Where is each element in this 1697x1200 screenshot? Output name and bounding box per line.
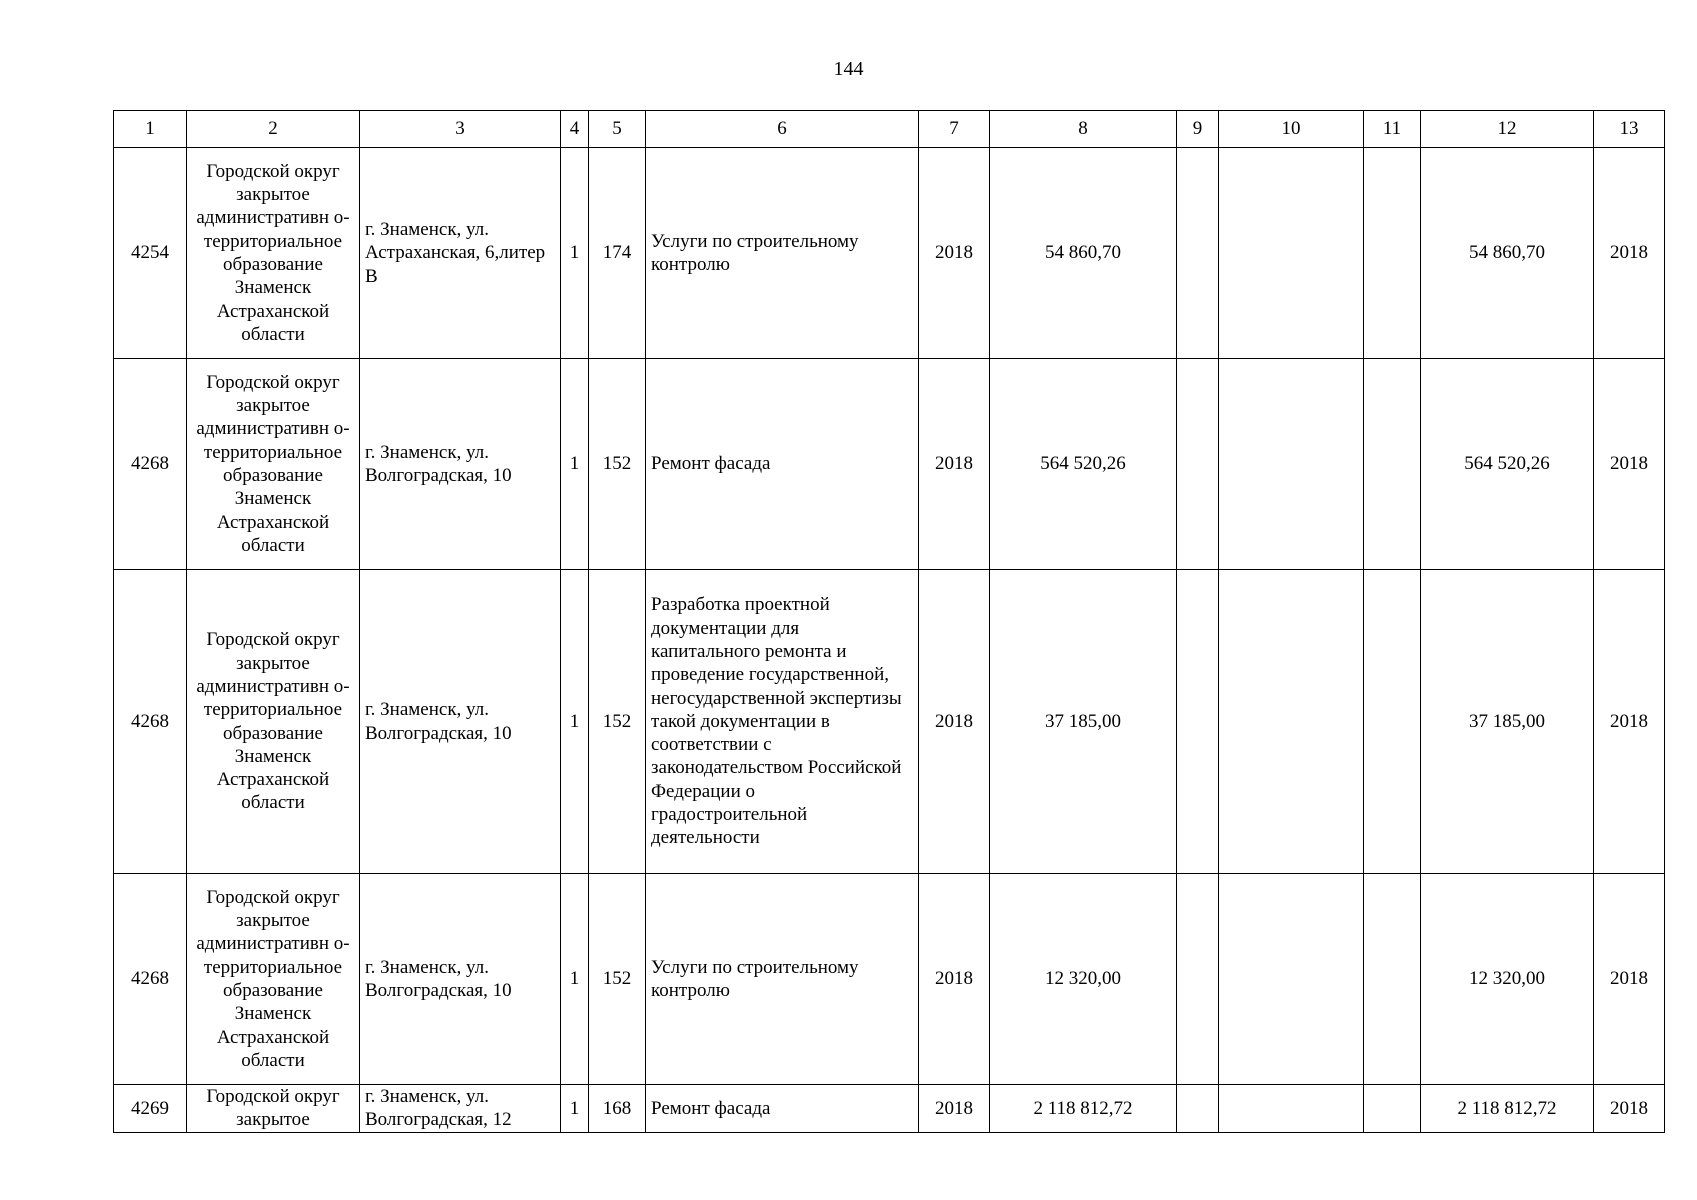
cell-col11 (1364, 1085, 1421, 1133)
cell-col9 (1177, 1085, 1219, 1133)
cell-address: г. Знаменск, ул. Волгоградская, 10 (360, 359, 561, 570)
cell-work-type: Ремонт фасада (646, 1085, 919, 1133)
cell-municipality: Городской округ закрытое административн о-территориальное образование Знаменск Астраханской области (187, 359, 360, 570)
cell-col9 (1177, 359, 1219, 570)
cell-col13: 2018 (1594, 1085, 1665, 1133)
cell-col4: 1 (561, 570, 589, 874)
cell-id: 4254 (114, 148, 187, 359)
cell-col9 (1177, 148, 1219, 359)
table-row (114, 1085, 1665, 1133)
cell-id: 4268 (114, 570, 187, 874)
table-row (114, 148, 1665, 359)
table-row (114, 359, 1665, 570)
cell-col5: 152 (589, 874, 646, 1085)
cell-cost: 37 185,00 (990, 570, 1177, 874)
cell-year: 2018 (919, 359, 990, 570)
header-row (114, 111, 1665, 148)
cell-col13: 2018 (1594, 359, 1665, 570)
cell-work-type: Разработка проектной документации для капитального ремонта и проведение государственной, негосударственной экспертизы такой документации в соответствии с законодательством Российской Федерации о градостроительной деятельности (646, 570, 919, 874)
cell-municipality-text: Городской округ закрытое (206, 1086, 340, 1131)
column-header-11: 11 (1364, 111, 1421, 148)
cell-address: г. Знаменск, ул. Волгоградская, 10 (360, 874, 561, 1085)
column-header-9: 9 (1177, 111, 1219, 148)
cell-municipality: Городской округ закрытое административн о-территориальное образование Знаменск Астраханской области (187, 874, 360, 1085)
column-header-12: 12 (1421, 111, 1594, 148)
cell-address: г. Знаменск, ул. Астраханская, 6,литер В (360, 148, 561, 359)
cell-year: 2018 (919, 874, 990, 1085)
cell-col11 (1364, 359, 1421, 570)
cell-work-type: Услуги по строительному контролю (646, 874, 919, 1085)
cell-col10 (1219, 1085, 1364, 1133)
cell-col12: 564 520,26 (1421, 359, 1594, 570)
cell-year: 2018 (919, 570, 990, 874)
cell-cost: 54 860,70 (990, 148, 1177, 359)
cell-id: 4268 (114, 874, 187, 1085)
cell-col10 (1219, 148, 1364, 359)
column-header-4: 4 (561, 111, 589, 148)
cell-col4: 1 (561, 359, 589, 570)
cell-address: г. Знаменск, ул. Волгоградская, 12 (360, 1085, 561, 1133)
cell-year: 2018 (919, 1085, 990, 1133)
page-number: 144 (833, 58, 864, 80)
cell-work-type: Ремонт фасада (646, 359, 919, 570)
cell-cost: 2 118 812,72 (990, 1085, 1177, 1133)
cell-col12: 37 185,00 (1421, 570, 1594, 874)
table-row (114, 874, 1665, 1085)
cell-col11 (1364, 874, 1421, 1085)
cell-col13: 2018 (1594, 874, 1665, 1085)
cell-municipality: Городской округ закрытое административн о-территориальное образование Знаменск Астраханской области (187, 570, 360, 874)
cell-col12: 2 118 812,72 (1421, 1085, 1594, 1133)
cell-year: 2018 (919, 148, 990, 359)
column-header-2: 2 (187, 111, 360, 148)
cell-col5: 168 (589, 1085, 646, 1133)
table-row (114, 570, 1665, 874)
cell-id: 4269 (114, 1085, 187, 1133)
cell-col4: 1 (561, 874, 589, 1085)
registry-table (113, 110, 1665, 1133)
column-header-10: 10 (1219, 111, 1364, 148)
cell-col10 (1219, 874, 1364, 1085)
cell-col10 (1219, 570, 1364, 874)
cell-col13: 2018 (1594, 148, 1665, 359)
cell-col13: 2018 (1594, 570, 1665, 874)
cell-municipality (187, 1085, 360, 1133)
cell-col11 (1364, 570, 1421, 874)
cell-col4: 1 (561, 148, 589, 359)
cell-col12: 54 860,70 (1421, 148, 1594, 359)
cell-col4: 1 (561, 1085, 589, 1133)
column-header-8: 8 (990, 111, 1177, 148)
cell-col5: 152 (589, 359, 646, 570)
cell-municipality: Городской округ закрытое административн о-территориальное образование Знаменск Астраханской области (187, 148, 360, 359)
cell-id: 4268 (114, 359, 187, 570)
cell-col10 (1219, 359, 1364, 570)
cell-col5: 152 (589, 570, 646, 874)
cell-address: г. Знаменск, ул. Волгоградская, 10 (360, 570, 561, 874)
cell-cost: 564 520,26 (990, 359, 1177, 570)
column-header-7: 7 (919, 111, 990, 148)
column-header-1: 1 (114, 111, 187, 148)
cell-col9 (1177, 570, 1219, 874)
column-header-3: 3 (360, 111, 561, 148)
cell-cost: 12 320,00 (990, 874, 1177, 1085)
cell-col5: 174 (589, 148, 646, 359)
cell-col9 (1177, 874, 1219, 1085)
column-header-13: 13 (1594, 111, 1665, 148)
column-header-5: 5 (589, 111, 646, 148)
column-header-6: 6 (646, 111, 919, 148)
cell-col12: 12 320,00 (1421, 874, 1594, 1085)
cell-col11 (1364, 148, 1421, 359)
cell-work-type: Услуги по строительному контролю (646, 148, 919, 359)
